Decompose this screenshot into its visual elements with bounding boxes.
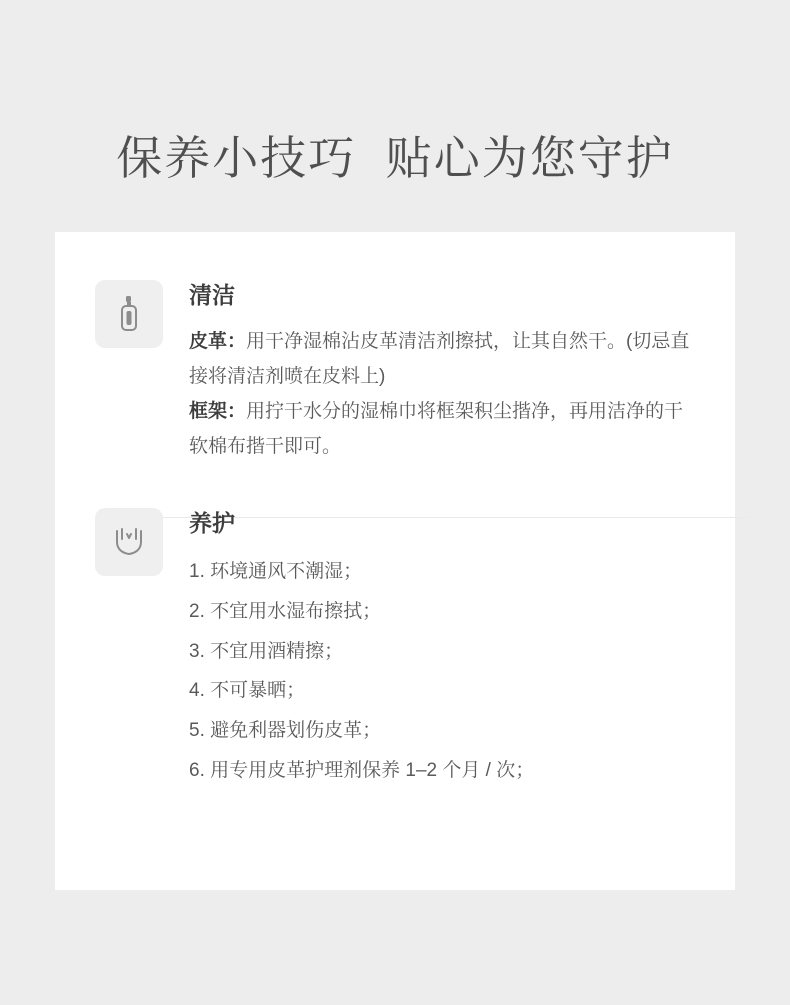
- paragraph-2-lead: 框架：: [189, 400, 247, 422]
- page-title: 保养小技巧 贴心为您守护: [116, 132, 674, 184]
- paragraph-1-text: 用干净湿棉沾皮革清洁剂擦拭，让其自然干。(切忌直接将清洁剂喷在皮料上): [189, 330, 690, 387]
- section-clean-paragraph-2: [189, 394, 695, 464]
- care-list: [189, 552, 695, 791]
- section-clean: [55, 232, 735, 464]
- section-clean-body: [189, 280, 695, 464]
- caring-hands-icon: [95, 508, 163, 576]
- section-clean-title: 清洁: [189, 282, 235, 308]
- list-item: 3. 不宜用酒精擦；: [189, 640, 344, 662]
- section-care-title: 养护: [189, 510, 235, 537]
- list-item: 4. 不可暴晒；: [189, 680, 306, 702]
- section-care-body: [189, 508, 695, 791]
- list-item: 6. 用专用皮革护理剂保养 1–2 个月 / 次；: [189, 760, 535, 782]
- paragraph-2-text: 用拧干水分的湿棉巾将框架积尘揩净，再用洁净的干软棉布揩干即可。: [189, 400, 684, 458]
- list-item: 5. 避免利器划伤皮革；: [189, 720, 382, 742]
- section-care: [55, 464, 735, 791]
- list-item: 1. 环境通风不潮湿；: [189, 560, 363, 582]
- spray-bottle-icon: [95, 280, 163, 348]
- paragraph-1-lead: 皮革：: [189, 330, 247, 352]
- content-card: [55, 232, 735, 890]
- list-item: 2. 不宜用水湿布擦拭；: [189, 600, 382, 622]
- section-clean-paragraph-1: [189, 324, 695, 394]
